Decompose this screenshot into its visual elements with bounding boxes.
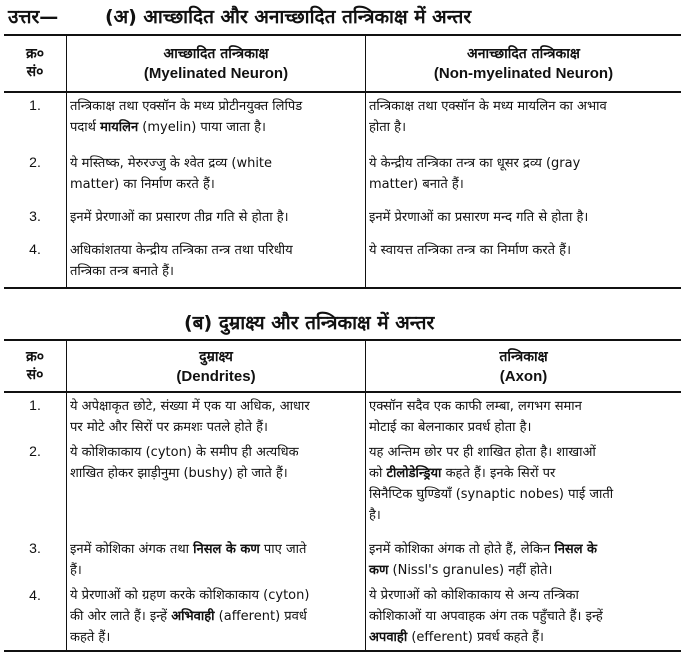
cell-text: की ओर लाते हैं। इन्हें (70, 609, 172, 624)
term-afferent: अभिवाही (171, 609, 215, 624)
table1-row1-num: 1. (29, 97, 41, 113)
cell-line: ये प्रेरणाओं को कोशिकाकाय से अन्य तन्त्रिका (369, 588, 579, 603)
cell-text: पदार्थ (70, 120, 101, 135)
cell-line: इनमें प्रेरणाओं का प्रसारण मन्द गति से होता है। (369, 210, 589, 225)
term-kan: कण (369, 563, 389, 578)
cell-line: तन्त्रिकाक्ष तथा एक्सॉन के मध्य मायलिन का अभाव (369, 99, 607, 114)
table1-row4-right (369, 240, 679, 261)
cell-line: शाखित होकर झाड़ीनुमा (bushy) हो जाते हैं। (70, 466, 288, 481)
cell-line: ये अपेक्षाकृत छोटे, संख्या में एक या अधिक, आधार (70, 399, 310, 414)
table2-top-rule (4, 339, 681, 341)
cell-line: अधिकांशतया केन्द्रीय तन्त्रिका तन्त्र तथा परिधीय (70, 243, 293, 258)
num-header-kra: क्र० (25, 349, 45, 365)
cell-line (70, 539, 362, 560)
table2-row1-num: 1. (29, 397, 41, 413)
term-efferent: अपवाही (369, 630, 408, 645)
cell-text: (myelin) पाया जाता है। (138, 120, 266, 135)
cell-line (369, 627, 679, 648)
table1-row2-left (70, 153, 362, 195)
section-a-title: (अ) आच्छादित और अनाच्छादित तन्त्रिकाक्ष में अन्तर (104, 6, 472, 28)
table2-row1-right (369, 396, 679, 438)
table1-row4-left (70, 240, 362, 282)
table1-row4-num: 4. (29, 241, 41, 257)
cell-line: ये प्रेरणाओं को ग्रहण करके कोशिकाकाय (cyton) (70, 588, 310, 603)
cell-line: कोशिकाओं या अपवाहक अंग तक पहुँचाते हैं। इन्हें (369, 609, 603, 624)
table1-col1-header (67, 44, 365, 84)
col1-header-hindi: आच्छादित तन्त्रिकाक्ष (163, 46, 269, 62)
table1-row2-right (369, 153, 679, 195)
num-header-kra: क्र० (25, 46, 45, 62)
section-b-heading: (ब) दुम्राक्ष्य और तन्त्रिकाक्ष में अन्तर (184, 312, 435, 334)
cell-text: इनमें कोशिका अंगक तथा (70, 542, 194, 557)
table1-row3-left (70, 207, 362, 228)
table1-num-header (4, 45, 66, 81)
col2-header-hindi: अनाच्छादित तन्त्रिकाक्ष (467, 46, 580, 62)
cell-line (369, 463, 679, 484)
table1-bottom-rule (4, 287, 681, 289)
cell-line: ये मस्तिष्क, मेरुरज्जु के श्वेत द्रव्य (white (70, 156, 273, 171)
table1-row3-right (369, 207, 679, 228)
cell-line: ये केन्द्रीय तन्त्रिका तन्त्र का धूसर द्रव्य (gray (369, 156, 581, 171)
table2-row3-num: 3. (29, 540, 41, 556)
num-header-san: सं० (26, 367, 44, 383)
cell-text: कहते हैं। इनके सिरों पर (441, 466, 556, 481)
table2-row2-left (70, 442, 362, 484)
cell-text: पाए जाते (259, 542, 307, 557)
cell-line (369, 560, 679, 581)
cell-line: है। (369, 508, 381, 523)
table2-row1-left (70, 396, 362, 438)
table1-row1-left (70, 96, 362, 138)
cell-line: तन्त्रिकाक्ष तथा एक्सॉन के मध्य प्रोटीनयुक्त लिपिड (70, 99, 303, 114)
cell-line (369, 539, 679, 560)
section-a-heading (8, 3, 471, 29)
col2-header-english: (Non-myelinated Neuron) (433, 65, 614, 82)
table2-row3-right (369, 539, 679, 581)
cell-line: सिनैप्टिक घुण्डियाँ (synaptic nobes) पाई जाती (369, 487, 614, 502)
term-nissl-ke: निसल के (554, 542, 598, 557)
table2-row4-left (70, 585, 362, 648)
cell-line: हैं। (70, 563, 82, 578)
table2-row4-num: 4. (29, 587, 41, 603)
term-nissl-granules: निसल के कण (193, 542, 260, 557)
answer-label: उत्तर— (8, 6, 59, 28)
term-myelin: मायलिन (100, 120, 139, 135)
table2-row3-left (70, 539, 362, 581)
cell-text: (efferent) प्रवर्ध कहते हैं। (407, 630, 544, 645)
table1-col2-header (366, 44, 681, 84)
table2-col1-header (67, 347, 365, 387)
cell-text: को (369, 466, 387, 481)
cell-line: matter) का निर्माण करते हैं। (70, 177, 215, 192)
table2-bottom-rule (4, 650, 681, 652)
cell-line: पर मोटे और सिरों पर क्रमशः पतले होते हैं। (70, 420, 268, 435)
cell-line: एक्सॉन सदैव एक काफी लम्बा, लगभग समान (369, 399, 582, 414)
table1-row2-num: 2. (29, 154, 41, 170)
cell-line: यह अन्तिम छोर पर ही शाखित होता है। शाखाओं (369, 445, 596, 460)
table2-row2-right (369, 442, 679, 526)
cell-text: (afferent) प्रवर्ध (214, 609, 307, 624)
cell-line: कहते हैं। (70, 630, 111, 645)
table1-row1-right (369, 96, 679, 138)
col2-header-hindi: तन्त्रिकाक्ष (499, 349, 548, 365)
cell-line: इनमें प्रेरणाओं का प्रसारण तीव्र गति से होता है। (70, 210, 289, 225)
term-telodendria: टीलोडेन्ड्रिया (386, 466, 442, 481)
table2-row2-num: 2. (29, 443, 41, 459)
cell-line: होता है। (369, 120, 407, 135)
table1-top-rule (4, 34, 681, 36)
table1-header-rule (4, 91, 681, 93)
cell-text: (Nissl's granules) नहीं होते। (388, 563, 553, 578)
cell-line: ये कोशिकाकाय (cyton) के समीप ही अत्यधिक (70, 445, 299, 460)
col1-header-english: (Dendrites) (176, 368, 256, 385)
cell-line: तन्त्रिका तन्त्र बनाते हैं। (70, 264, 174, 279)
table2-col2-header (366, 347, 681, 387)
num-header-san: सं० (26, 64, 44, 80)
col2-header-english: (Axon) (499, 368, 548, 385)
cell-line: ये स्वायत्त तन्त्रिका तन्त्र का निर्माण करते हैं। (369, 243, 571, 258)
cell-line: मोटाई का बेलनाकार प्रवर्ध होता है। (369, 420, 532, 435)
table2-num-header (4, 348, 66, 384)
table2-row4-right (369, 585, 679, 648)
col1-header-english: (Myelinated Neuron) (143, 65, 289, 82)
cell-text: इनमें कोशिका अंगक तो होते हैं, लेकिन (369, 542, 555, 557)
cell-line (70, 606, 362, 627)
col1-header-hindi: दुम्राक्ष्य (199, 349, 233, 365)
table1-row3-num: 3. (29, 208, 41, 224)
table2-header-rule (4, 391, 681, 393)
cell-line (70, 117, 362, 138)
cell-line: matter) बनाते हैं। (369, 177, 464, 192)
